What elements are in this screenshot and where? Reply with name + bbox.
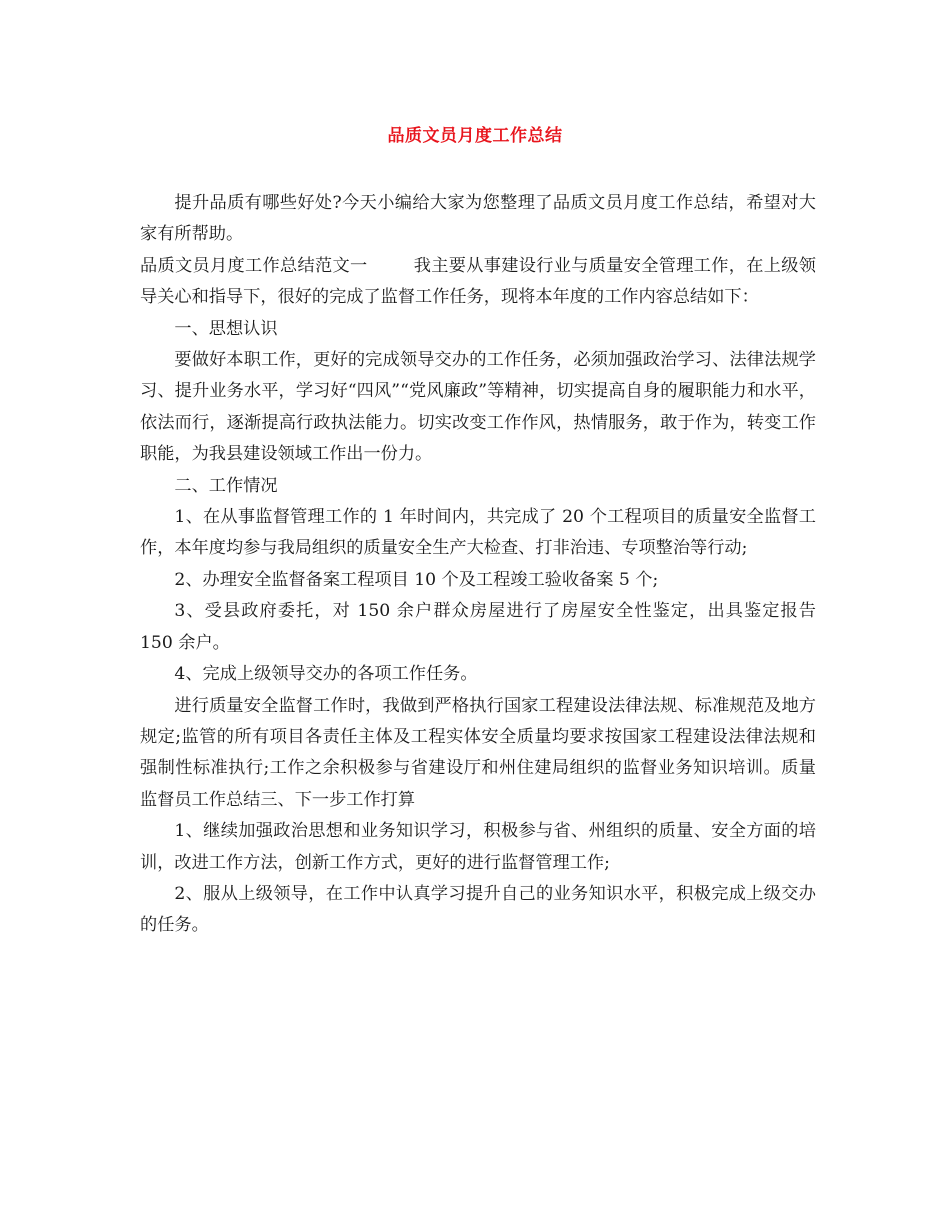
section2-item-3: 3、受县政府委托，对 150 余户群众房屋进行了房屋安全性鉴定，出具鉴定报告 150 余户。 [140,601,816,653]
section3-item-2: 2、服从上级领导，在工作中认真学习提升自己的业务知识水平，积极完成上级交办的任务。 [140,883,816,936]
section2-item-1: 1、在从事监督管理工作的 1 年时间内，共完成了 20 个工程项目的质量安全监督工作，本年度均参与我局组织的质量安全生产大检查、打非治违、专项整治等行动; [140,507,816,559]
sample-opening: 我主要从事建设行业与质量安全管理工作，在上级领导关心和指导下，很好的完成了监督工作任务，现将本年度的工作内容总结如下： [140,255,816,308]
section1-body: 要做好本职工作，更好的完成领导交办的工作任务，必须加强政治学习、法律法规学习、提升业务水平，学习好“四风”“党风廉政”等精神，切实提高自身的履职能力和水平，依法而行，逐渐提高行政执法能力。切实改变工作作风，热情服务，敢于作为，转变工作职能，为我县建设领域工作出一份力。 [140,350,816,465]
intro-paragraph: 提升品质有哪些好处?今天小编给大家为您整理了品质文员月度工作总结，希望对大家有所帮助。 [140,193,816,245]
sample-paragraph [140,251,816,314]
section2-heading: 二、工作情况 [174,475,278,496]
sample-heading: 品质文员月度工作总结范文一 [140,255,368,276]
document-body [140,188,816,942]
document-title: 品质文员月度工作总结 [387,126,563,146]
section2-body: 进行质量安全监督工作时，我做到严格执行国家工程建设法律法规、标准规范及地方规定;监管的所有项目各责任主体及工程实体安全质量均要求按国家工程建设法律法规和强制性标准执行;工作之余积极参与省建设厅和州住建局组织的监督业务知识培训。质量监督员工作总结三、下一步工作打算 [140,695,816,810]
section2-item-4: 4、完成上级领导交办的各项工作任务。 [174,664,478,685]
section1-heading: 一、思想认识 [174,318,278,339]
section3-item-1: 1、继续加强政治思想和业务知识学习，积极参与省、州组织的质量、安全方面的培训，改进工作方法，创新工作方式，更好的进行监督管理工作; [140,821,816,873]
section2-item-2: 2、办理安全监督备案工程项目 10 个及工程竣工验收备案 5 个; [174,569,659,590]
